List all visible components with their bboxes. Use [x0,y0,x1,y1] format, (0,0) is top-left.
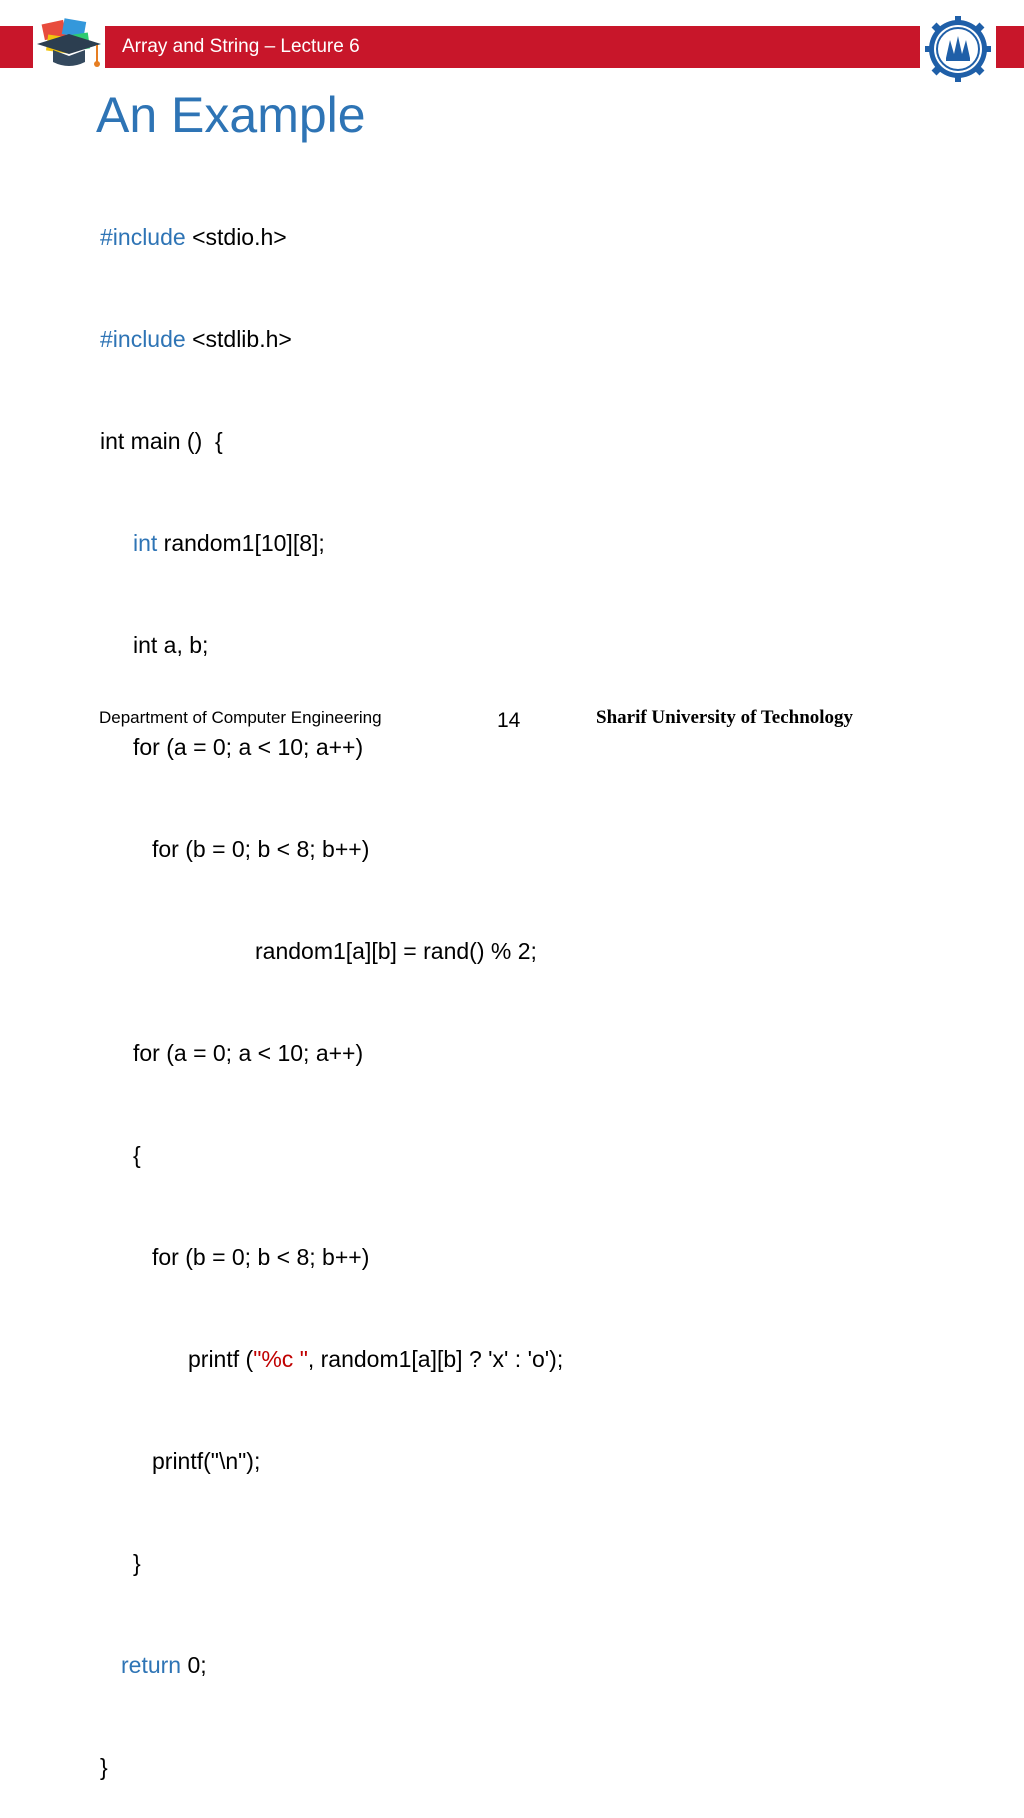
slide-title: An Example [96,87,366,143]
code-line-13 [100,1444,563,1478]
code-text: for (b = 0; b < 8; b++) [152,1244,370,1270]
code-text: random1[a][b] = rand() % 2; [255,938,537,964]
code-string-literal: "%c " [253,1346,308,1372]
lecture-title: Array and String – Lecture 6 [122,36,360,57]
code-line-9 [100,1036,563,1070]
code-text: for (a = 0; a < 10; a++) [133,1040,364,1066]
code-text: printf ( [188,1346,254,1372]
code-text: } [133,1550,141,1576]
code-line-10 [100,1138,563,1172]
graduation-cap-puzzle-icon [33,14,105,76]
code-text: 0; [181,1652,207,1678]
code-text: <stdlib.h> [185,326,292,352]
code-text: <stdio.h> [185,224,287,250]
code-line-14 [100,1546,563,1580]
code-block [100,152,563,1818]
code-line-6 [100,730,563,764]
code-line-7 [100,832,563,866]
code-line-8 [100,934,563,968]
code-line-3 [100,424,563,458]
code-line-15 [100,1648,563,1682]
university-logo [920,14,996,84]
code-text: } [100,1754,108,1780]
code-text: { [133,1142,141,1168]
footer-department: Department of Computer Engineering [99,708,382,727]
code-line-5 [100,628,563,662]
code-text: for (b = 0; b < 8; b++) [152,836,370,862]
code-line-11 [100,1240,563,1274]
code-line-16 [100,1750,563,1784]
code-line-1 [100,220,563,254]
code-keyword: int [133,530,158,556]
code-text: printf("\n"); [152,1448,261,1474]
code-text: int main () { [100,428,223,454]
code-text: int a, b; [133,632,209,658]
code-line-12 [100,1342,563,1376]
code-line-4 [100,526,563,560]
code-text: , random1[a][b] ? 'x' : 'o'); [307,1346,564,1372]
footer-university: Sharif University of Technology [596,707,854,728]
code-text: for (a = 0; a < 10; a++) [133,734,364,760]
code-line-2 [100,322,563,356]
code-keyword: return [121,1652,182,1678]
code-keyword: #include [100,224,186,250]
code-text: random1[10][8]; [157,530,325,556]
course-logo [33,14,105,76]
sharif-emblem-icon [920,14,996,84]
page-number: 14 [497,709,521,732]
code-keyword: #include [100,326,186,352]
